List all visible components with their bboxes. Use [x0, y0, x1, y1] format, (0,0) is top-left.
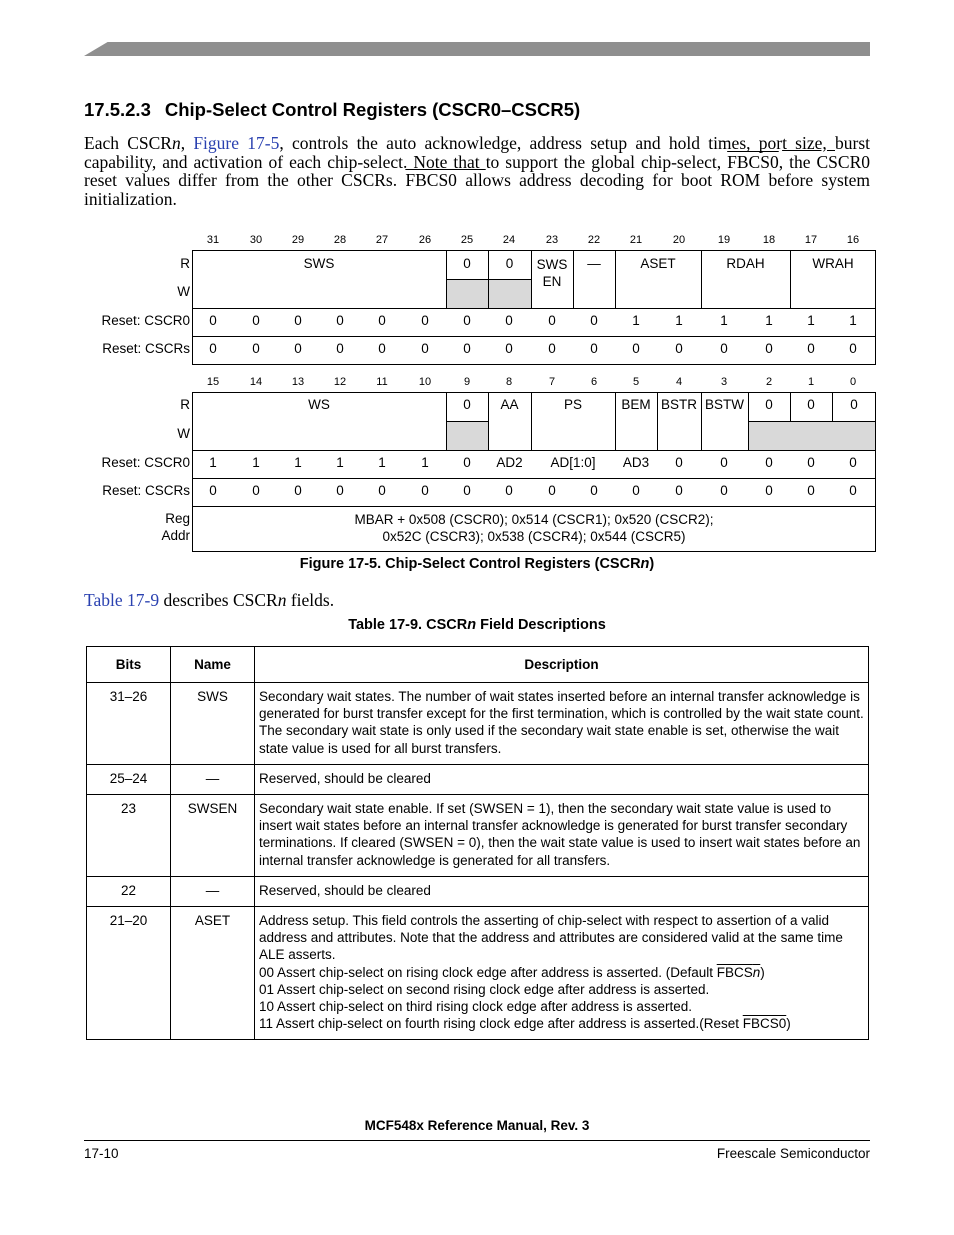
reset-value: 0: [548, 483, 556, 498]
read-label: R: [180, 397, 190, 412]
reset-cscr0-label: Reset: CSCR0: [101, 455, 190, 470]
bit-number: 18: [762, 234, 776, 246]
reset-value: 1: [336, 455, 344, 470]
reset-value: 1: [807, 313, 815, 328]
bit-number: 10: [418, 376, 432, 388]
reset-value: 0: [378, 313, 386, 328]
reset-value: 0: [463, 483, 471, 498]
manual-title: MCF548x Reference Manual, Rev. 3: [364, 1118, 590, 1133]
reset-value: 1: [765, 313, 773, 328]
bit-number: 26: [418, 234, 432, 246]
reset-value: 0: [336, 341, 344, 356]
reset-value: 0: [765, 483, 773, 498]
col-header-name: Name: [171, 647, 255, 683]
cell-name: SWS: [171, 683, 255, 765]
bit-number: 13: [291, 376, 305, 388]
reset-value: 0: [252, 483, 260, 498]
bit-number: 29: [291, 234, 305, 246]
bit-number: 12: [333, 376, 347, 388]
field-bstw: BSTW: [705, 397, 744, 412]
cell-bits: 25–24: [87, 764, 171, 794]
bit-number: 8: [505, 376, 513, 388]
table-row: [87, 683, 869, 765]
bit-number: 7: [548, 376, 556, 388]
table-link[interactable]: Table 17-9: [84, 590, 160, 610]
reset-value: 0: [505, 483, 513, 498]
reset-value: 0: [505, 313, 513, 328]
reg-label: Reg: [165, 511, 190, 526]
reset-value: 0: [252, 313, 260, 328]
signal-fbcs0: FBCS0: [405, 170, 457, 190]
field-bit25: 0: [463, 256, 471, 271]
bit-number: 22: [587, 234, 601, 246]
reset-value: 1: [849, 313, 857, 328]
reset-value: 0: [675, 455, 683, 470]
cell-bits: 21–20: [87, 907, 171, 1040]
addr-label: Addr: [161, 528, 190, 543]
field-sws: SWS: [303, 256, 335, 271]
field-aset: ASET: [640, 256, 676, 271]
field-ws: WS: [308, 397, 330, 412]
reset-value: 0: [849, 455, 857, 470]
signal-fbcs0: FBCS0: [727, 151, 779, 172]
reset-value: 0: [209, 341, 217, 356]
reset-cscr0-label: Reset: CSCR0: [101, 313, 190, 328]
write-label: W: [177, 284, 190, 299]
cell-name: SWSEN: [171, 795, 255, 877]
reset-value: 0: [463, 313, 471, 328]
reset-value: 0: [463, 341, 471, 356]
field-bit9: 0: [463, 397, 471, 412]
bit-number: 27: [375, 234, 389, 246]
reset-value: 0: [720, 341, 728, 356]
reset-cscrs-label: Reset: CSCRs: [102, 483, 190, 498]
reset-value: AD3: [622, 455, 650, 470]
reset-value: 0: [590, 341, 598, 356]
bit-number: 4: [675, 376, 683, 388]
reset-value: 0: [632, 483, 640, 498]
table-row: [87, 764, 869, 794]
reset-value: 1: [294, 455, 302, 470]
reset-value: 0: [720, 455, 728, 470]
cell-description: Secondary wait states. The number of wait states inserted before an internal transfer acknowledge is generated for burst transfer except for the first termination, which is controlled by the wait state count. The secondary wait state is only used if the secondary wait state enable is set, otherwise the wait state value is used for all burst transfers.: [255, 683, 869, 765]
field-bit24: 0: [505, 256, 514, 271]
field-rdah: RDAH: [726, 256, 765, 271]
intro-paragraph: Each CSCRn, Figure 17-5, controls the auto acknowledge, address setup and hold times, port size, burst capability, and activation of each chip-select. Note that to support the global chip-select, FBCS0, the CSCR0 reset values differ from the other CSCRs. FBCS0 allows address decoding for boot ROM before system initialization.: [84, 133, 870, 209]
cell-description: Secondary wait state enable. If set (SWSEN = 1), then the secondary wait state value is used to insert wait states before an internal transfer acknowledge is generated for burst transfer secondary terminations. If cleared (SWSEN = 0), then the wait state value is used to insert wait states before an internal transfer acknowledge is generated for all transfers.: [255, 795, 869, 877]
reset-value: 1: [720, 313, 728, 328]
reset-value: 0: [675, 341, 683, 356]
bit-number: 6: [590, 376, 598, 388]
field-bem: BEM: [621, 397, 651, 412]
field-swsen: SWS EN: [536, 257, 568, 289]
reset-value: 1: [421, 455, 429, 470]
bit-number: 9: [463, 376, 471, 388]
register-address: MBAR + 0x508 (CSCR0); 0x514 (CSCR1); 0x520 (CSCR2); 0x52C (CSCR3); 0x538 (CSCR4); 0x544 (CSCR5): [354, 512, 714, 544]
reset-value: 0: [548, 313, 556, 328]
reset-value: 1: [378, 455, 386, 470]
table-caption: Table 17-9. CSCRn Field Descriptions: [348, 617, 606, 633]
bit-number: 14: [249, 376, 263, 388]
bit-number: 31: [206, 234, 220, 246]
bit-number: 24: [502, 234, 516, 246]
reset-value: 0: [505, 341, 513, 356]
footer-rule: [84, 1140, 870, 1141]
cell-bits: 23: [87, 795, 171, 877]
bit-number: 3: [720, 376, 728, 388]
reset-value: 0: [294, 483, 302, 498]
reset-value: 0: [463, 455, 471, 470]
reset-value: 0: [421, 483, 429, 498]
col-header-bits: Bits: [87, 647, 171, 683]
cell-description: Reserved, should be cleared: [255, 876, 869, 906]
bit-number: 28: [333, 234, 347, 246]
reset-value: 1: [675, 313, 683, 328]
cell-bits: 22: [87, 876, 171, 906]
reset-value: 0: [294, 341, 302, 356]
bit-number: 11: [376, 376, 388, 388]
table-row: [87, 795, 869, 877]
reset-value: 1: [252, 455, 260, 470]
bit-number: 19: [717, 234, 731, 246]
bit-number: 23: [545, 234, 559, 246]
bit-number: 1: [807, 376, 815, 388]
figure-link[interactable]: Figure 17-5: [193, 133, 280, 153]
table-header-row: [87, 647, 869, 683]
reset-value: 0: [336, 313, 344, 328]
field-description-table: [86, 646, 869, 1040]
bit-number: 0: [849, 376, 857, 388]
reset-value: 0: [209, 313, 217, 328]
bit-number: 16: [846, 234, 860, 246]
figure-caption: Figure 17-5. Chip-Select Control Registers (CSCRn): [299, 556, 655, 572]
field-bit1: 0: [807, 397, 815, 412]
reset-value: 0: [675, 483, 683, 498]
field-bit2: 0: [765, 397, 773, 412]
cell-bits: 31–26: [87, 683, 171, 765]
cell-name: ASET: [171, 907, 255, 1040]
reset-value: AD[1:0]: [550, 455, 596, 470]
reset-value: 0: [294, 313, 302, 328]
bit-number: 25: [460, 234, 474, 246]
reset-value: 1: [632, 313, 640, 328]
reset-value: 0: [548, 341, 556, 356]
reset-value: 0: [209, 483, 217, 498]
table-row: [87, 907, 869, 1040]
reset-value: 0: [807, 483, 815, 498]
cell-name: —: [171, 876, 255, 906]
cell-description: Reserved, should be cleared: [255, 764, 869, 794]
reset-value: 0: [765, 455, 773, 470]
write-label: W: [177, 426, 190, 441]
field-aa: AA: [500, 397, 519, 412]
reset-value: 0: [590, 313, 598, 328]
reset-value: 0: [252, 341, 260, 356]
reset-value: 0: [807, 341, 815, 356]
field-bit22: —: [587, 256, 601, 271]
reset-value: 0: [421, 313, 429, 328]
page-number: 17-10: [84, 1146, 119, 1161]
bit-number: 30: [249, 234, 263, 246]
reset-value: 0: [807, 455, 815, 470]
bit-number: 2: [765, 376, 773, 388]
reset-cscrs-label: Reset: CSCRs: [102, 341, 190, 356]
field-ps: PS: [563, 397, 582, 412]
col-header-description: Description: [255, 647, 869, 683]
cell-name: —: [171, 764, 255, 794]
field-wrah: WRAH: [812, 256, 854, 271]
reset-value: 0: [378, 341, 386, 356]
field-bstr: BSTR: [660, 397, 697, 412]
bit-number: 20: [672, 234, 686, 246]
reset-value: 0: [765, 341, 773, 356]
reset-value: 0: [849, 483, 857, 498]
reset-value: 0: [720, 483, 728, 498]
reset-value: 0: [632, 341, 640, 356]
read-label: R: [180, 256, 190, 271]
reset-value: 0: [590, 483, 598, 498]
section-number: 17.5.2.3: [84, 99, 151, 120]
reset-value: AD2: [496, 455, 523, 470]
bit-number: 17: [804, 234, 818, 246]
reset-value: 1: [209, 455, 217, 470]
bit-number: 5: [632, 376, 640, 388]
section-title: Chip-Select Control Registers (CSCR0–CSCR5): [164, 99, 581, 120]
reset-value: 0: [336, 483, 344, 498]
table-reference: Table 17-9 describes CSCRn fields.: [84, 590, 335, 610]
reset-value: 0: [421, 341, 429, 356]
reset-value: 0: [378, 483, 386, 498]
reset-value: 0: [849, 341, 857, 356]
table-row: [87, 876, 869, 906]
company-name: Freescale Semiconductor: [716, 1146, 870, 1161]
bit-number: 21: [629, 234, 643, 246]
register-diagram: [0, 0, 954, 600]
field-bit0: 0: [850, 397, 858, 412]
cell-description: Address setup. This field controls the asserting of chip-select with respect to assertion of a valid address and attributes. Note that the address and attributes are considered valid at the same time ALE asserts. 00 Assert chip-select on rising clock edge after address is asserted. (Default $FBCS\overline{n}$) 01 Assert chip-select on second rising clock edge after address is asserted. 10 Assert chip-select on third rising clock edge after address is asserted. 11 Assert chip-select on fourth rising clock edge after address is asserted.(Reset FBCS0): [255, 907, 869, 1040]
bit-number: 15: [206, 376, 220, 388]
